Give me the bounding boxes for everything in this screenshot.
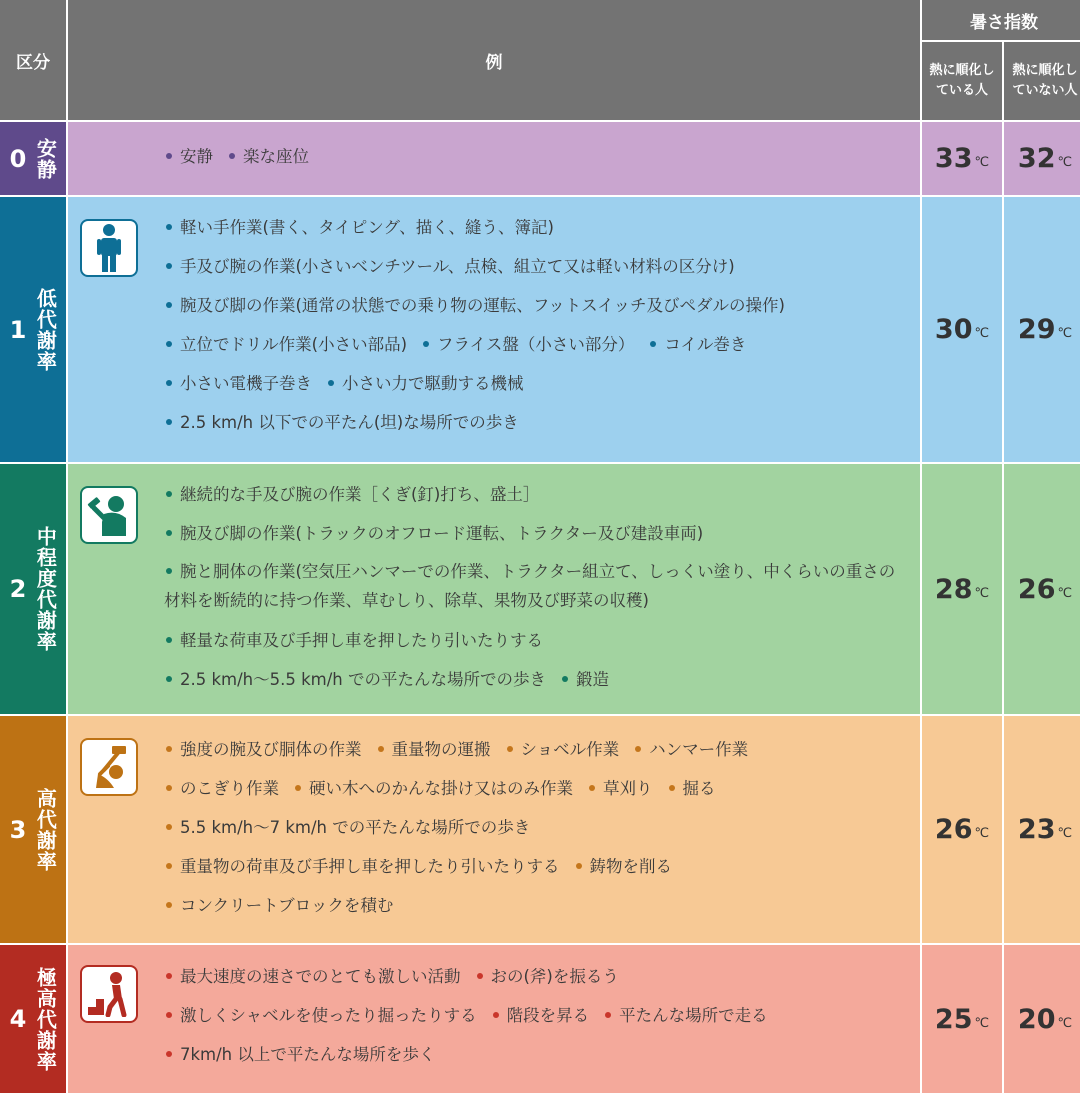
unit-label: ℃ [1057, 326, 1073, 341]
bullet-icon [589, 785, 595, 791]
example-text: 鋳物を削る [589, 857, 672, 876]
example-text: 軽量な荷車及び手押し車を押したり引いたりする [180, 631, 543, 650]
bullet-icon [166, 491, 172, 497]
index-value: 29 [1017, 314, 1056, 345]
climbing-stairs-person-icon [80, 965, 138, 1023]
header-not-acclimated: 熱に順化していない人 [1004, 42, 1080, 120]
bullet-icon [562, 676, 568, 682]
bullet-icon [166, 824, 172, 830]
index-not-acclimated-0 [1004, 122, 1080, 195]
example-text: フライス盤（小さい部分） [437, 335, 635, 354]
example-item [164, 413, 519, 432]
bullet-icon [229, 153, 235, 159]
example-item [164, 335, 407, 354]
example-line [164, 808, 896, 847]
bullet-icon [493, 1012, 499, 1018]
example-text: 硬い木へのかんな掛け又はのみ作業 [309, 779, 573, 798]
example-item [164, 967, 461, 986]
bullet-icon [166, 419, 172, 425]
examples-4 [68, 945, 920, 1093]
index-not-acclimated-4 [1004, 945, 1080, 1093]
examples-2 [68, 464, 920, 714]
example-text: 腕及び脚の作業(通常の状態での乗り物の運転、フットスイッチ及びペダルの操作) [180, 296, 785, 315]
example-item [648, 335, 746, 354]
example-item [164, 296, 785, 315]
category-4 [0, 945, 66, 1093]
category-number: 1 [9, 315, 27, 344]
example-text: ハンマー作業 [649, 740, 749, 759]
index-not-acclimated-2 [1004, 464, 1080, 714]
example-text: 小さい力で駆動する機械 [342, 374, 524, 393]
example-text: 楽な座位 [243, 147, 309, 166]
category-number: 4 [9, 1005, 27, 1033]
index-value: 25 [934, 1003, 973, 1035]
examples-3 [68, 716, 920, 943]
example-list [164, 730, 896, 925]
example-text: 2.5 km/h～5.5 km/h での平たんな場所での歩き [180, 670, 547, 689]
example-line [164, 621, 896, 660]
unit-label: ℃ [974, 585, 990, 601]
example-text: 安静 [180, 147, 213, 166]
example-item [164, 374, 312, 393]
bullet-icon [166, 530, 172, 536]
example-text: 5.5 km/h～7 km/h での平たんな場所での歩き [180, 818, 531, 837]
bullet-icon [166, 785, 172, 791]
index-value: 28 [934, 573, 973, 605]
index-not-acclimated-1 [1004, 197, 1080, 462]
bullet-icon [477, 973, 483, 979]
example-text: 重量物の荷車及び手押し車を押したり引いたりする [180, 857, 560, 876]
example-item [164, 631, 543, 650]
example-item [574, 857, 673, 876]
example-item [164, 562, 895, 610]
example-text: 2.5 km/h 以下での平たん(坦)な場所での歩き [180, 413, 519, 432]
example-item [164, 1006, 477, 1025]
example-item [164, 147, 213, 166]
example-text: 手及び腕の作業(小さいベンチツール、点検、組立て又は軽い材料の区分け) [180, 257, 735, 276]
example-item [421, 335, 634, 354]
example-text: コイル巻き [664, 335, 747, 354]
bullet-icon [295, 785, 301, 791]
example-text: 立位でドリル作業(小さい部品) [180, 335, 408, 354]
category-1 [0, 197, 66, 462]
example-line [164, 1035, 896, 1074]
unit-label: ℃ [974, 826, 990, 841]
example-item [491, 1006, 590, 1025]
example-item [667, 779, 716, 798]
example-text: 鍛造 [576, 670, 610, 689]
index-value: 20 [1017, 1003, 1056, 1035]
example-item [603, 1006, 768, 1025]
bullet-icon [166, 1051, 172, 1057]
index-value: 33 [934, 143, 973, 174]
example-text: 腕及び脚の作業(トラックのオフロード運転、トラクター及び建設車両) [180, 524, 704, 543]
example-line [164, 730, 896, 769]
category-number: 3 [9, 815, 27, 844]
bullet-icon [423, 341, 429, 347]
example-text: 強度の腕及び胴体の作業 [180, 740, 362, 759]
example-text: 重量物の運搬 [391, 740, 491, 759]
index-not-acclimated-3 [1004, 716, 1080, 943]
example-text: 草刈り [603, 779, 653, 798]
bullet-icon [166, 341, 172, 347]
category-name: 極高代謝率 [33, 966, 58, 1072]
bullet-icon [378, 746, 384, 752]
category-3 [0, 716, 66, 943]
example-item [560, 670, 609, 689]
unit-label: ℃ [1057, 1015, 1073, 1031]
example-text: 腕と胴体の作業(空気圧ハンマーでの作業、トラクター組立て、しっくい塗り、中くらいの重さの材料を断続的に持つ作業、草むしり、除草、果物及び野菜の収穫) [164, 562, 896, 610]
bullet-icon [166, 224, 172, 230]
standing-person-icon [80, 219, 138, 277]
example-text: 軽い手作業(書く、タイピング、描く、縫う、簿記) [180, 218, 554, 237]
example-item [293, 779, 573, 798]
example-item [164, 1045, 435, 1064]
unit-label: ℃ [974, 1015, 990, 1031]
example-line [164, 403, 896, 442]
category-name: 高代謝率 [33, 787, 58, 872]
example-item [505, 740, 620, 759]
index-value: 23 [1017, 814, 1056, 845]
index-value: 26 [934, 814, 973, 845]
example-line [164, 137, 896, 176]
bullet-icon [166, 746, 172, 752]
header-acclimated: 熱に順化している人 [922, 42, 1002, 120]
example-item [164, 524, 703, 543]
unit-label: ℃ [974, 326, 990, 341]
example-item [164, 818, 530, 837]
header-category: 区分 [0, 0, 66, 120]
bullet-icon [166, 1012, 172, 1018]
unit-label: ℃ [974, 155, 990, 170]
index-value: 32 [1017, 143, 1056, 174]
example-item [164, 857, 560, 876]
example-line [164, 286, 896, 325]
example-list [164, 957, 896, 1074]
example-text: 階段を昇る [506, 1006, 590, 1025]
example-line [164, 847, 896, 886]
unit-label: ℃ [1057, 585, 1073, 601]
example-list [164, 208, 896, 442]
example-line [164, 514, 896, 553]
example-line [164, 660, 896, 699]
bullet-icon [650, 341, 656, 347]
example-text: ショベル作業 [520, 740, 620, 759]
example-item [376, 740, 491, 759]
example-item [164, 218, 554, 237]
example-item [227, 147, 309, 166]
index-acclimated-3 [922, 716, 1002, 943]
category-name: 低代謝率 [33, 287, 58, 372]
example-item [164, 257, 735, 276]
index-value: 30 [934, 314, 973, 345]
index-acclimated-1 [922, 197, 1002, 462]
bullet-icon [669, 785, 675, 791]
example-text: コンクリートブロックを積む [180, 896, 394, 915]
index-acclimated-2 [922, 464, 1002, 714]
example-text: 最大速度の速さでのとても激しい活動 [180, 967, 461, 986]
bullet-icon [166, 863, 172, 869]
example-item [587, 779, 653, 798]
category-name: 中程度代謝率 [33, 526, 58, 652]
bullet-icon [576, 863, 582, 869]
example-text: 平たんな場所で走る [619, 1006, 768, 1025]
example-text: おの(斧)を振るう [490, 967, 619, 986]
bullet-icon [507, 746, 513, 752]
category-number: 0 [9, 144, 27, 173]
unit-label: ℃ [1057, 826, 1073, 841]
bullet-icon [166, 676, 172, 682]
example-item [326, 374, 524, 393]
example-item [164, 485, 539, 504]
example-text: 7km/h 以上で平たんな場所を歩く [180, 1045, 436, 1064]
bullet-icon [166, 568, 172, 574]
bullet-icon [166, 902, 172, 908]
sledgehammer-person-icon [80, 738, 138, 796]
example-line [164, 325, 896, 364]
unit-label: ℃ [1057, 155, 1073, 170]
index-acclimated-0 [922, 122, 1002, 195]
examples-0 [68, 122, 920, 195]
example-line [164, 553, 896, 621]
example-text: 小さい電機子巻き [180, 374, 312, 393]
example-item [475, 967, 619, 986]
example-list [164, 475, 896, 699]
hammering-person-icon [80, 486, 138, 544]
index-value: 26 [1017, 573, 1056, 605]
index-acclimated-4 [922, 945, 1002, 1093]
example-text: 継続的な手及び腕の作業［くぎ(釘)打ち、盛土］ [180, 485, 540, 504]
bullet-icon [166, 637, 172, 643]
example-line [164, 886, 896, 925]
category-0 [0, 122, 66, 195]
category-2 [0, 464, 66, 714]
example-line [164, 208, 896, 247]
bullet-icon [166, 380, 172, 386]
examples-1 [68, 197, 920, 462]
bullet-icon [328, 380, 334, 386]
example-list [164, 137, 896, 176]
example-item [164, 896, 393, 915]
example-item [164, 670, 546, 689]
header-heat-index: 暑さ指数 [922, 0, 1080, 40]
example-item [164, 740, 362, 759]
bullet-icon [166, 973, 172, 979]
category-number: 2 [9, 575, 27, 603]
bullet-icon [635, 746, 641, 752]
example-line [164, 957, 896, 996]
example-line [164, 475, 896, 514]
example-text: 激しくシャベルを使ったり掘ったりする [180, 1006, 477, 1025]
example-item [633, 740, 748, 759]
example-line [164, 769, 896, 808]
example-text: のこぎり作業 [180, 779, 279, 798]
header-example: 例 [68, 0, 920, 120]
bullet-icon [166, 263, 172, 269]
example-line [164, 247, 896, 286]
example-text: 掘る [682, 779, 716, 798]
example-line [164, 996, 896, 1035]
bullet-icon [605, 1012, 611, 1018]
bullet-icon [166, 302, 172, 308]
category-name: 安静 [33, 137, 58, 180]
example-item [164, 779, 279, 798]
bullet-icon [166, 153, 172, 159]
example-line [164, 364, 896, 403]
